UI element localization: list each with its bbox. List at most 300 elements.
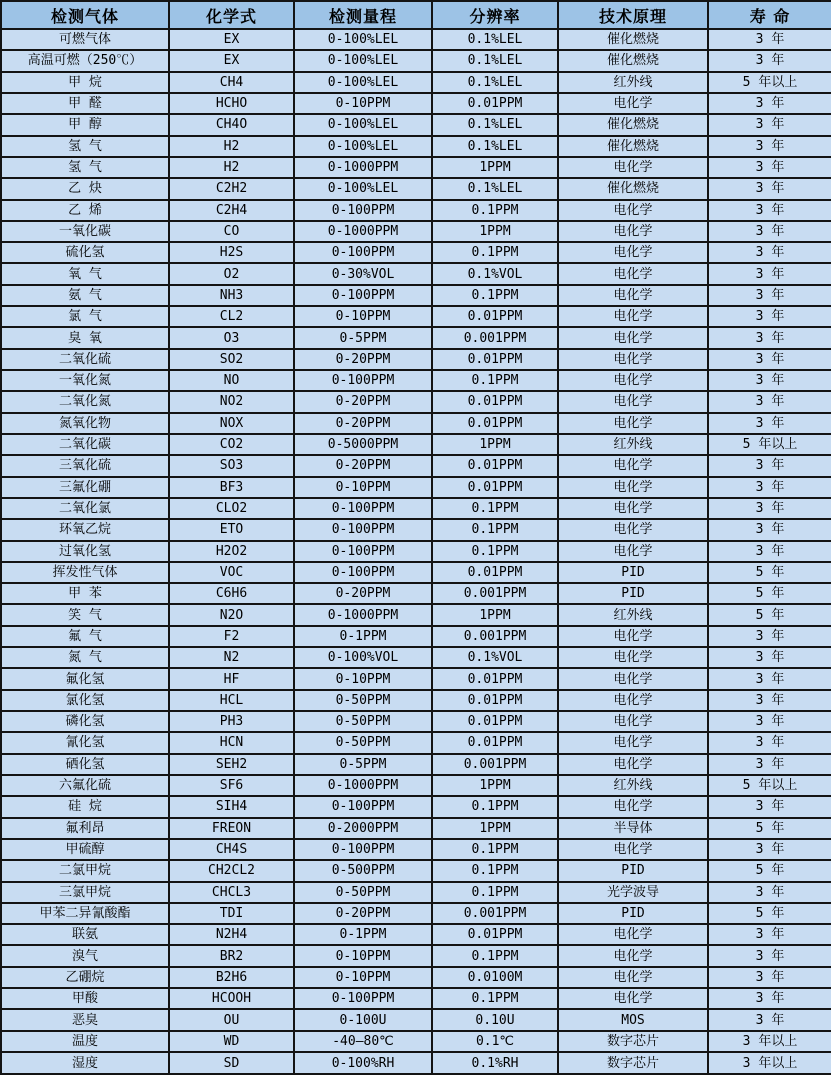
table-cell: 3 年 (708, 668, 831, 689)
table-cell: CL2 (169, 306, 294, 327)
table-cell: 0-100U (294, 1009, 432, 1030)
table-cell: 乙硼烷 (1, 967, 169, 988)
table-cell: 环氧乙烷 (1, 519, 169, 540)
table-cell: 3 年 (708, 157, 831, 178)
table-cell: 0.1PPM (432, 988, 558, 1009)
table-cell: 0-1000PPM (294, 221, 432, 242)
table-cell: 3 年 (708, 178, 831, 199)
table-cell: 0.01PPM (432, 668, 558, 689)
table-cell: EX (169, 29, 294, 50)
table-cell: 3 年 (708, 498, 831, 519)
table-cell: CHCL3 (169, 882, 294, 903)
table-cell: 可燃气体 (1, 29, 169, 50)
table-cell: ETO (169, 519, 294, 540)
table-cell: 0-100PPM (294, 988, 432, 1009)
table-cell: HCL (169, 690, 294, 711)
table-cell: 电化学 (558, 924, 708, 945)
table-cell: 5 年以上 (708, 775, 831, 796)
table-row (1, 519, 831, 540)
table-cell: 0.01PPM (432, 732, 558, 753)
table-cell: 0-10PPM (294, 668, 432, 689)
table-cell: C2H2 (169, 178, 294, 199)
table-cell: 0-100%LEL (294, 29, 432, 50)
table-cell: 一氧化氮 (1, 370, 169, 391)
table-cell: 甲酸 (1, 988, 169, 1009)
table-cell: CH2CL2 (169, 860, 294, 881)
table-row (1, 136, 831, 157)
table-cell: 1PPM (432, 775, 558, 796)
table-row (1, 114, 831, 135)
table-cell: 3 年 (708, 306, 831, 327)
table-cell: 0.01PPM (432, 924, 558, 945)
table-row (1, 967, 831, 988)
table-cell: 数字芯片 (558, 1052, 708, 1074)
table-cell: 3 年 (708, 50, 831, 71)
table-row (1, 306, 831, 327)
table-row (1, 242, 831, 263)
table-cell: 电化学 (558, 711, 708, 732)
table-cell: PID (558, 583, 708, 604)
table-cell: 电化学 (558, 157, 708, 178)
table-cell: 催化燃烧 (558, 136, 708, 157)
table-cell: 0-10PPM (294, 93, 432, 114)
table-cell: 催化燃烧 (558, 178, 708, 199)
table-row (1, 413, 831, 434)
table-cell: N2H4 (169, 924, 294, 945)
table-cell: 0-10PPM (294, 477, 432, 498)
table-row (1, 583, 831, 604)
table-cell: 红外线 (558, 604, 708, 625)
table-row (1, 1052, 831, 1074)
table-row (1, 860, 831, 881)
table-cell: 电化学 (558, 349, 708, 370)
table-cell: 电化学 (558, 285, 708, 306)
table-cell: MOS (558, 1009, 708, 1030)
table-cell: 氰化氢 (1, 732, 169, 753)
table-cell: 0.0100M (432, 967, 558, 988)
table-row (1, 668, 831, 689)
table-cell: C6H6 (169, 583, 294, 604)
table-cell: 臭 氧 (1, 327, 169, 348)
table-row (1, 541, 831, 562)
table-cell: SO3 (169, 455, 294, 476)
table-cell: PID (558, 860, 708, 881)
table-row (1, 626, 831, 647)
table-cell: 3 年以上 (708, 1031, 831, 1052)
table-cell: 氯化氢 (1, 690, 169, 711)
table-cell: 0.001PPM (432, 327, 558, 348)
table-cell: 0-30%VOL (294, 263, 432, 284)
table-cell: 3 年 (708, 945, 831, 966)
table-cell: 1PPM (432, 221, 558, 242)
column-header: 技术原理 (558, 1, 708, 29)
table-cell: CO2 (169, 434, 294, 455)
table-cell: 0-100PPM (294, 562, 432, 583)
table-cell: 电化学 (558, 626, 708, 647)
table-cell: 3 年 (708, 1009, 831, 1030)
table-cell: 硒化氢 (1, 754, 169, 775)
table-cell: 电化学 (558, 668, 708, 689)
table-cell: 电化学 (558, 839, 708, 860)
table-cell: 二氧化硫 (1, 349, 169, 370)
table-cell: 0-100%LEL (294, 72, 432, 93)
table-cell: CO (169, 221, 294, 242)
table-row (1, 647, 831, 668)
table-cell: 0-50PPM (294, 882, 432, 903)
table-row (1, 434, 831, 455)
table-cell: O2 (169, 263, 294, 284)
table-cell: F2 (169, 626, 294, 647)
table-cell: CH4S (169, 839, 294, 860)
table-cell: 3 年 (708, 242, 831, 263)
table-row (1, 690, 831, 711)
table-cell: 挥发性气体 (1, 562, 169, 583)
table-cell: 3 年 (708, 924, 831, 945)
table-cell: 电化学 (558, 221, 708, 242)
table-cell: 二氧化氯 (1, 498, 169, 519)
table-row (1, 1009, 831, 1030)
table-cell: 0-100%RH (294, 1052, 432, 1074)
table-cell: 0-1PPM (294, 924, 432, 945)
table-cell: 甲硫醇 (1, 839, 169, 860)
table-cell: 1PPM (432, 604, 558, 625)
table-cell: 0-100PPM (294, 519, 432, 540)
table-row (1, 349, 831, 370)
table-cell: 甲 烷 (1, 72, 169, 93)
table-cell: 3 年 (708, 796, 831, 817)
table-row (1, 370, 831, 391)
table-cell: 0.10U (432, 1009, 558, 1030)
table-cell: 3 年 (708, 263, 831, 284)
table-cell: VOC (169, 562, 294, 583)
table-cell: 0.01PPM (432, 391, 558, 412)
table-cell: 3 年 (708, 967, 831, 988)
table-cell: SIH4 (169, 796, 294, 817)
table-cell: 氟利昂 (1, 818, 169, 839)
table-cell: H2O2 (169, 541, 294, 562)
table-cell: EX (169, 50, 294, 71)
table-cell: 0-100PPM (294, 541, 432, 562)
table-cell: 电化学 (558, 370, 708, 391)
table-row (1, 945, 831, 966)
table-cell: 0-100PPM (294, 498, 432, 519)
table-cell: 0-20PPM (294, 455, 432, 476)
table-cell: 0.1℃ (432, 1031, 558, 1052)
table-cell: 0-100PPM (294, 200, 432, 221)
table-cell: 3 年 (708, 29, 831, 50)
table-cell: 3 年 (708, 626, 831, 647)
table-cell: 0-100%LEL (294, 136, 432, 157)
table-cell: 过氧化氢 (1, 541, 169, 562)
table-cell: 半导体 (558, 818, 708, 839)
table-row (1, 391, 831, 412)
table-cell: 0.1%LEL (432, 72, 558, 93)
table-cell: 3 年 (708, 413, 831, 434)
table-row (1, 903, 831, 924)
table-cell: 甲 醛 (1, 93, 169, 114)
table-cell: 3 年 (708, 690, 831, 711)
table-cell: 0.1%VOL (432, 263, 558, 284)
table-cell: 0-20PPM (294, 391, 432, 412)
column-header: 检测气体 (1, 1, 169, 29)
table-cell: 0-5000PPM (294, 434, 432, 455)
table-cell: 3 年 (708, 93, 831, 114)
table-row (1, 562, 831, 583)
table-cell: 3 年 (708, 391, 831, 412)
table-cell: N2O (169, 604, 294, 625)
table-cell: BF3 (169, 477, 294, 498)
table-row (1, 988, 831, 1009)
table-cell: 0-1000PPM (294, 157, 432, 178)
header-row (1, 1, 831, 29)
table-cell: 3 年 (708, 988, 831, 1009)
table-cell: 电化学 (558, 498, 708, 519)
table-cell: 0-100PPM (294, 242, 432, 263)
table-cell: 0.1%RH (432, 1052, 558, 1074)
table-cell: 0-50PPM (294, 711, 432, 732)
table-cell: FREON (169, 818, 294, 839)
table-cell: 二氧化氮 (1, 391, 169, 412)
table-cell: 磷化氢 (1, 711, 169, 732)
table-cell: 温度 (1, 1031, 169, 1052)
column-header: 化学式 (169, 1, 294, 29)
column-header: 分辨率 (432, 1, 558, 29)
table-cell: 氨 气 (1, 285, 169, 306)
table-cell: NO (169, 370, 294, 391)
table-cell: 0.1PPM (432, 839, 558, 860)
table-cell: 湿度 (1, 1052, 169, 1074)
table-cell: H2 (169, 136, 294, 157)
table-row (1, 455, 831, 476)
table-row (1, 263, 831, 284)
table-cell: 高温可燃（250℃） (1, 50, 169, 71)
table-cell: 5 年以上 (708, 434, 831, 455)
table-cell: 一氧化碳 (1, 221, 169, 242)
table-cell: 催化燃烧 (558, 29, 708, 50)
table-cell: 3 年 (708, 519, 831, 540)
table-cell: 乙 烯 (1, 200, 169, 221)
table-cell: O3 (169, 327, 294, 348)
table-cell: 5 年 (708, 604, 831, 625)
table-cell: 乙 炔 (1, 178, 169, 199)
table-row (1, 924, 831, 945)
table-cell: 电化学 (558, 391, 708, 412)
table-cell: 0.01PPM (432, 349, 558, 370)
table-cell: 0-100PPM (294, 370, 432, 391)
table-cell: 电化学 (558, 200, 708, 221)
table-cell: H2S (169, 242, 294, 263)
table-cell: SD (169, 1052, 294, 1074)
table-body (1, 29, 831, 1074)
table-cell: 3 年 (708, 200, 831, 221)
table-cell: 5 年 (708, 903, 831, 924)
table-cell: 3 年以上 (708, 1052, 831, 1074)
table-cell: 0-20PPM (294, 413, 432, 434)
table-row (1, 178, 831, 199)
table-cell: 电化学 (558, 263, 708, 284)
table-cell: 0.01PPM (432, 306, 558, 327)
table-cell: HCHO (169, 93, 294, 114)
table-cell: 0.01PPM (432, 455, 558, 476)
table-cell: 3 年 (708, 711, 831, 732)
table-cell: 0-500PPM (294, 860, 432, 881)
table-cell: 红外线 (558, 72, 708, 93)
table-row (1, 1031, 831, 1052)
table-cell: 0.1PPM (432, 200, 558, 221)
table-cell: 三氯甲烷 (1, 882, 169, 903)
table-cell: HCOOH (169, 988, 294, 1009)
table-cell: 0.1%LEL (432, 114, 558, 135)
table-cell: 0.1%LEL (432, 136, 558, 157)
table-cell: 电化学 (558, 945, 708, 966)
table-cell: 3 年 (708, 647, 831, 668)
table-row (1, 29, 831, 50)
table-cell: 0.1%LEL (432, 50, 558, 71)
table-row (1, 711, 831, 732)
table-header (1, 1, 831, 29)
table-cell: NOX (169, 413, 294, 434)
table-cell: 电化学 (558, 306, 708, 327)
table-row (1, 93, 831, 114)
table-cell: 电化学 (558, 647, 708, 668)
table-cell: 0.001PPM (432, 903, 558, 924)
table-cell: CLO2 (169, 498, 294, 519)
table-cell: 0.001PPM (432, 754, 558, 775)
table-cell: 0-20PPM (294, 903, 432, 924)
table-cell: 0.01PPM (432, 93, 558, 114)
table-cell: 0-10PPM (294, 945, 432, 966)
table-cell: H2 (169, 157, 294, 178)
table-cell: 0-20PPM (294, 583, 432, 604)
table-cell: CH4O (169, 114, 294, 135)
table-cell: 红外线 (558, 775, 708, 796)
table-cell: 二氧化碳 (1, 434, 169, 455)
table-cell: PH3 (169, 711, 294, 732)
table-cell: 二氯甲烷 (1, 860, 169, 881)
table-cell: 联氨 (1, 924, 169, 945)
table-cell: 3 年 (708, 221, 831, 242)
table-cell: 3 年 (708, 732, 831, 753)
table-cell: 0-100%LEL (294, 114, 432, 135)
table-cell: 电化学 (558, 796, 708, 817)
table-cell: 0.001PPM (432, 626, 558, 647)
table-cell: NH3 (169, 285, 294, 306)
table-cell: 0.01PPM (432, 477, 558, 498)
table-cell: CH4 (169, 72, 294, 93)
table-cell: 电化学 (558, 242, 708, 263)
table-cell: 0.01PPM (432, 690, 558, 711)
table-cell: 3 年 (708, 136, 831, 157)
table-row (1, 839, 831, 860)
table-cell: 0-1PPM (294, 626, 432, 647)
table-cell: 光学波导 (558, 882, 708, 903)
table-cell: 0.1PPM (432, 882, 558, 903)
table-cell: 0.01PPM (432, 413, 558, 434)
table-cell: 电化学 (558, 988, 708, 1009)
table-cell: PID (558, 562, 708, 583)
table-cell: 0.1%VOL (432, 647, 558, 668)
table-cell: 5 年 (708, 860, 831, 881)
table-cell: 氮 气 (1, 647, 169, 668)
table-cell: 0.1PPM (432, 370, 558, 391)
table-cell: 0.001PPM (432, 583, 558, 604)
table-cell: 3 年 (708, 477, 831, 498)
table-cell: NO2 (169, 391, 294, 412)
table-cell: 3 年 (708, 882, 831, 903)
table-cell: 甲 醇 (1, 114, 169, 135)
table-row (1, 157, 831, 178)
table-cell: 3 年 (708, 370, 831, 391)
table-cell: 0-50PPM (294, 690, 432, 711)
column-header: 检测量程 (294, 1, 432, 29)
table-row (1, 754, 831, 775)
table-cell: 电化学 (558, 413, 708, 434)
table-cell: 1PPM (432, 434, 558, 455)
table-cell: 氟 气 (1, 626, 169, 647)
table-cell: 电化学 (558, 519, 708, 540)
table-cell: 0-2000PPM (294, 818, 432, 839)
table-cell: 0.1%LEL (432, 29, 558, 50)
table-cell: WD (169, 1031, 294, 1052)
table-row (1, 72, 831, 93)
table-cell: 0-20PPM (294, 349, 432, 370)
table-cell: 甲苯二异氰酸酯 (1, 903, 169, 924)
table-cell: 电化学 (558, 477, 708, 498)
table-cell: 氧 气 (1, 263, 169, 284)
table-cell: 3 年 (708, 839, 831, 860)
table-cell: 0-100PPM (294, 839, 432, 860)
table-cell: 催化燃烧 (558, 114, 708, 135)
table-row (1, 477, 831, 498)
table-cell: PID (558, 903, 708, 924)
table-cell: 0-5PPM (294, 327, 432, 348)
table-row (1, 818, 831, 839)
table-cell: 0.01PPM (432, 562, 558, 583)
table-cell: TDI (169, 903, 294, 924)
table-cell: 三氟化硼 (1, 477, 169, 498)
table-cell: 0-1000PPM (294, 775, 432, 796)
table-cell: 氢 气 (1, 157, 169, 178)
table-cell: 红外线 (558, 434, 708, 455)
table-cell: HCN (169, 732, 294, 753)
table-cell: 0.1PPM (432, 860, 558, 881)
table-cell: 恶臭 (1, 1009, 169, 1030)
table-cell: SO2 (169, 349, 294, 370)
table-cell: 催化燃烧 (558, 50, 708, 71)
table-cell: OU (169, 1009, 294, 1030)
table-row (1, 221, 831, 242)
table-cell: 0-5PPM (294, 754, 432, 775)
table-cell: 5 年 (708, 818, 831, 839)
table-cell: 0-100%LEL (294, 50, 432, 71)
table-cell: 0-10PPM (294, 967, 432, 988)
table-cell: 1PPM (432, 818, 558, 839)
table-cell: 数字芯片 (558, 1031, 708, 1052)
table-cell: 六氟化硫 (1, 775, 169, 796)
table-cell: 0-1000PPM (294, 604, 432, 625)
table-cell: 0-100PPM (294, 796, 432, 817)
table-cell: 3 年 (708, 541, 831, 562)
table-cell: 3 年 (708, 754, 831, 775)
table-cell: 电化学 (558, 754, 708, 775)
table-cell: 3 年 (708, 349, 831, 370)
table-cell: 5 年 (708, 583, 831, 604)
table-row (1, 775, 831, 796)
table-cell: BR2 (169, 945, 294, 966)
table-cell: 氟化氢 (1, 668, 169, 689)
table-cell: SEH2 (169, 754, 294, 775)
table-cell: HF (169, 668, 294, 689)
